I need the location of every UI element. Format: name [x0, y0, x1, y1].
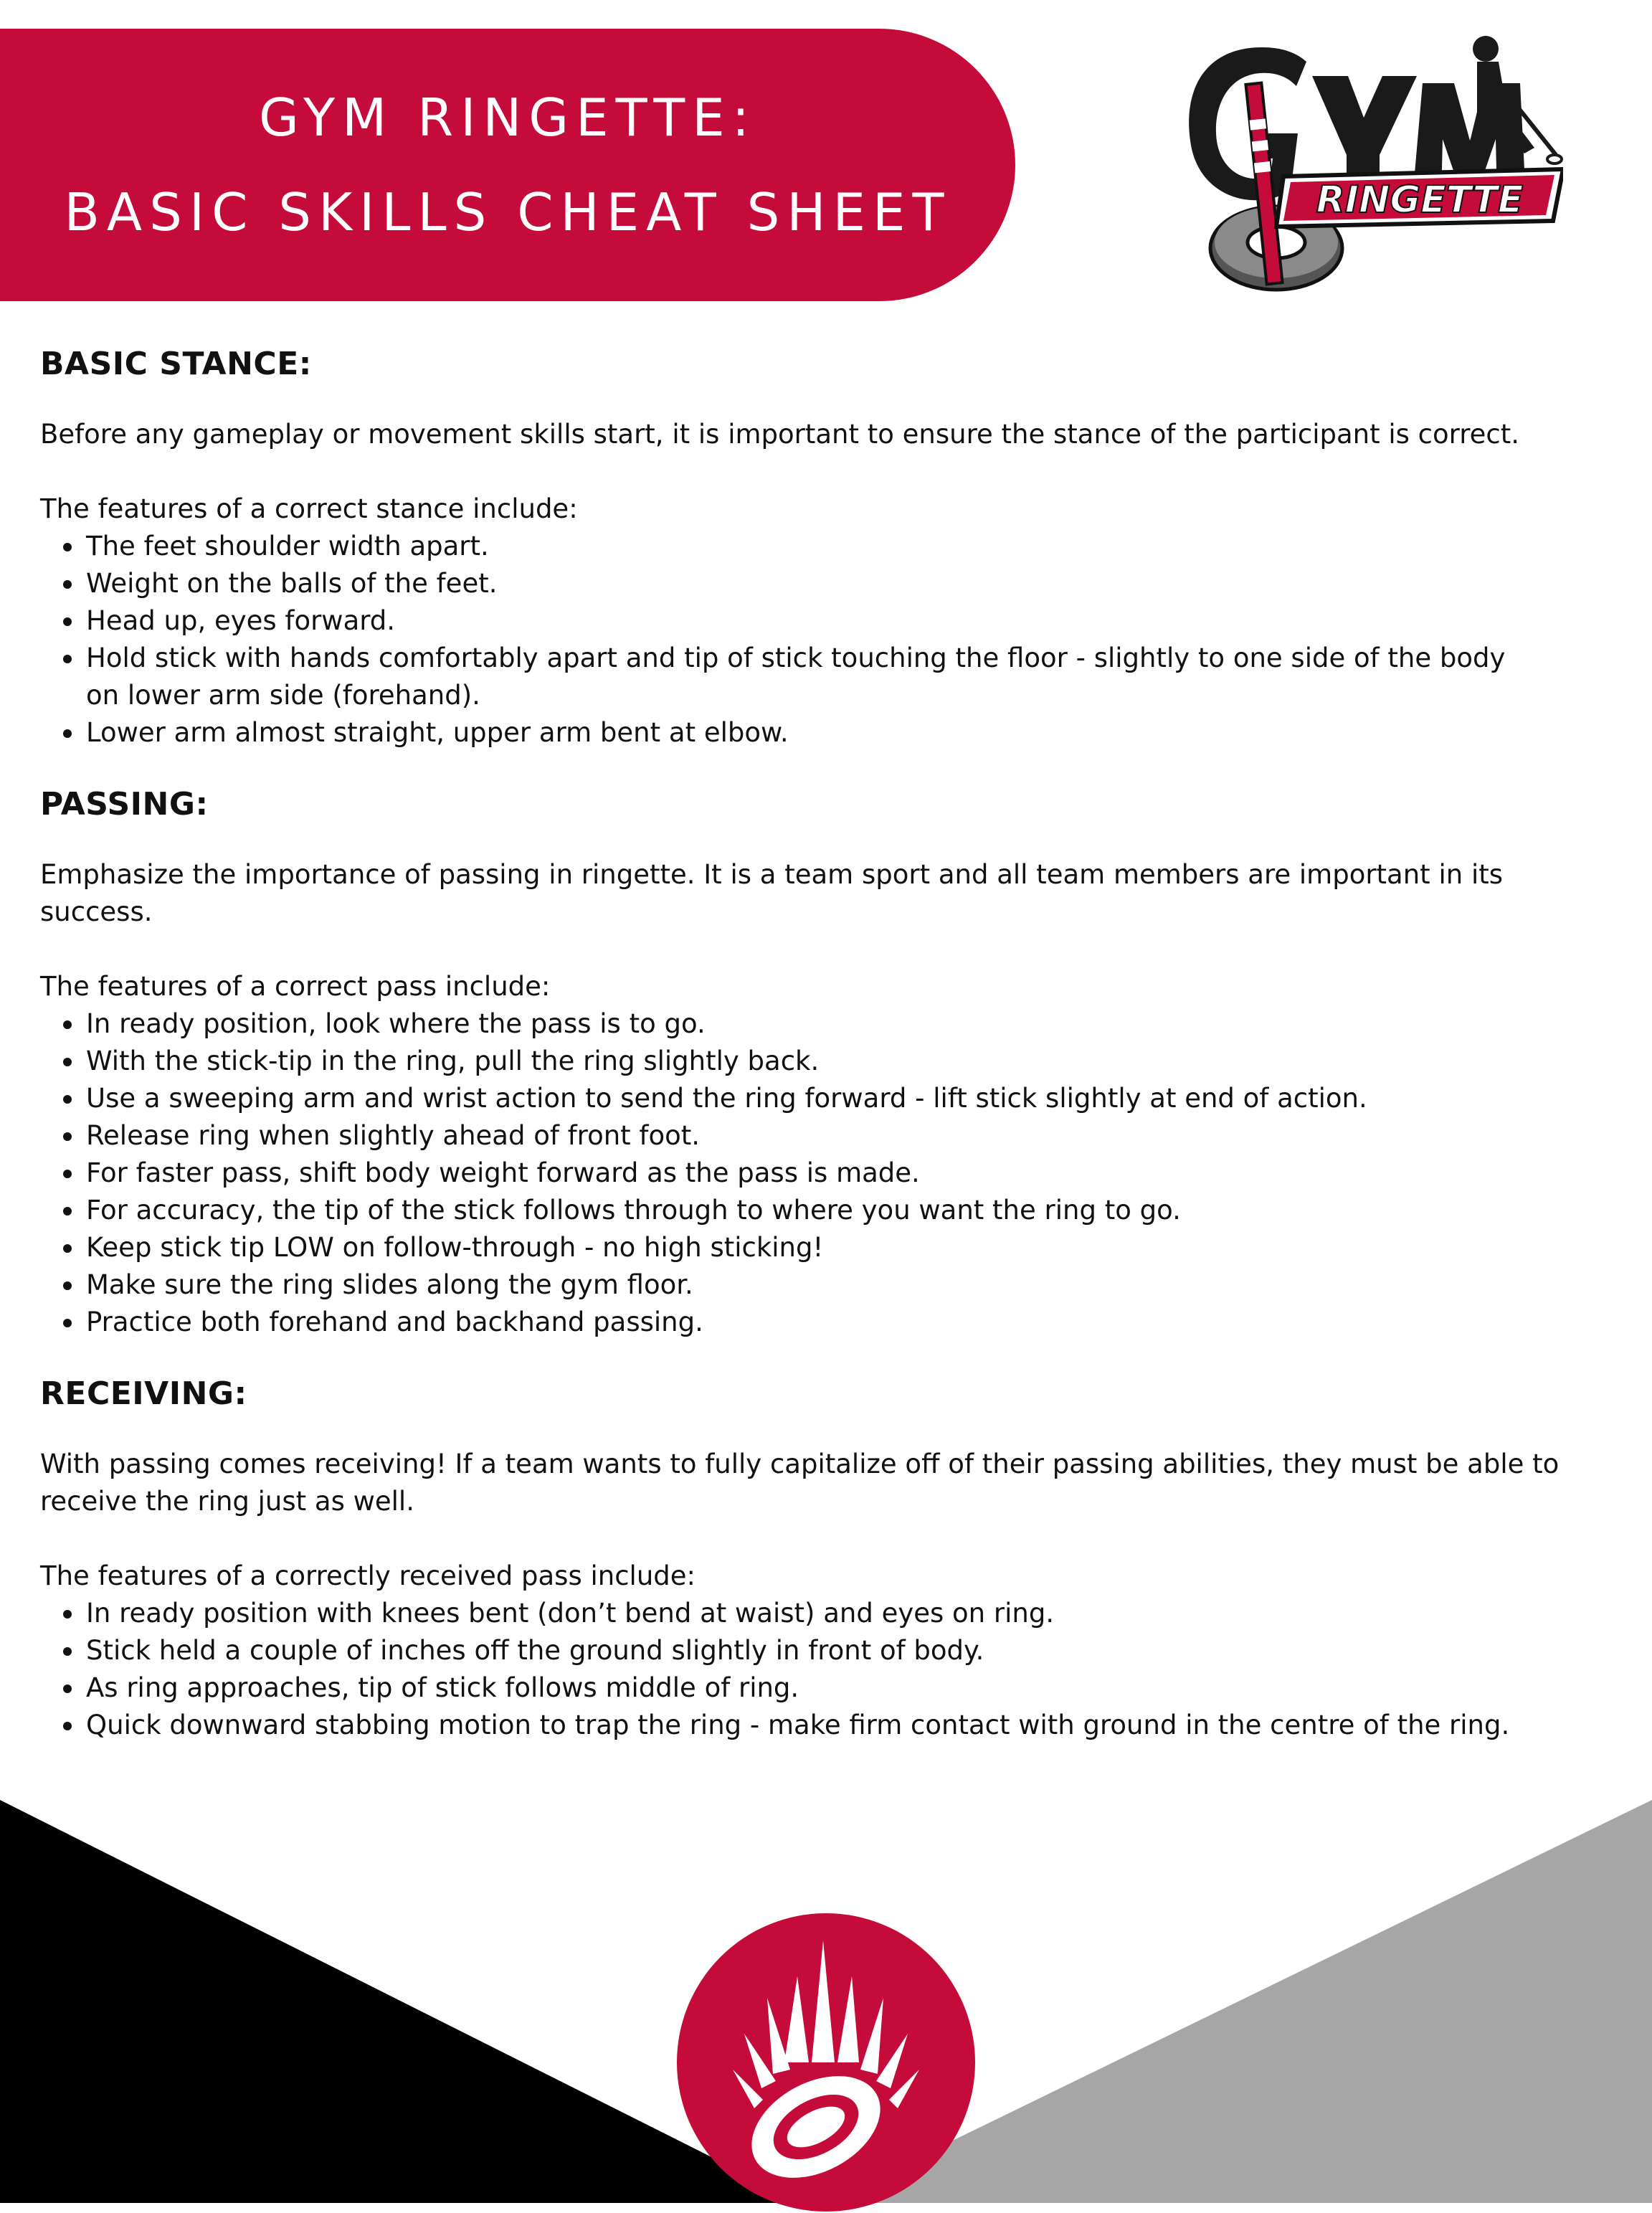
page-title-line-2: BASIC SKILLS CHEAT SHEET: [64, 182, 951, 242]
section-heading: RECEIVING:: [40, 1375, 247, 1412]
list-item: As ring approaches, tip of stick follows middle of ring.: [86, 1669, 1618, 1707]
bullet-list: [40, 528, 1618, 752]
section-receiving: [40, 1374, 1618, 1744]
list-item: Lower arm almost straight, upper arm bent at elbow.: [86, 714, 1618, 752]
list-item: Stick held a couple of inches off the ground slightly in front of body.: [86, 1632, 1618, 1669]
list-item: In ready position with knees bent (don’t bend at waist) and eyes on ring.: [86, 1595, 1618, 1632]
list-item: Release ring when slightly ahead of front foot.: [86, 1117, 1618, 1155]
list-item: Head up, eyes forward.: [86, 602, 1618, 640]
list-item: For accuracy, the tip of the stick follows through to where you want the ring to go.: [86, 1192, 1618, 1229]
list-item: Hold stick with hands comfortably apart and tip of stick touching the floor - slightly to one side of the body on lower arm side (forehand).: [86, 640, 1618, 714]
section-heading: PASSING:: [40, 786, 209, 823]
section-heading: BASIC STANCE:: [40, 346, 312, 382]
features-label: The features of a correctly received pass include:: [40, 1560, 696, 1591]
features-label: The features of a correct pass include:: [40, 971, 551, 1002]
list-item: For faster pass, shift body weight forward as the pass is made.: [86, 1155, 1618, 1192]
ringette-emblem-icon: [675, 1912, 977, 2213]
list-item: With the stick-tip in the ring, pull the ring slightly back.: [86, 1043, 1618, 1080]
section-intro: Before any gameplay or movement skills start, it is important to ensure the stance of the participant is correct.: [40, 419, 1519, 450]
section-basic-stance: [40, 344, 1618, 752]
list-item: Weight on the balls of the feet.: [86, 565, 1618, 602]
page-title: [0, 29, 1015, 301]
list-item: Use a sweeping arm and wrist action to send the ring forward - lift stick slightly at end of action.: [86, 1080, 1618, 1117]
section-passing: [40, 785, 1618, 1341]
features-label: The features of a correct stance include:: [40, 493, 578, 524]
list-item: Keep stick tip LOW on follow-through - no high sticking!: [86, 1229, 1618, 1266]
section-intro: With passing comes receiving! If a team wants to fully capitalize off of their passing abilities, they must be able to receive the ring just as well.: [40, 1449, 1560, 1517]
list-item: In ready position, look where the pass is to go.: [86, 1005, 1618, 1043]
logo-subtitle: RINGETTE: [1316, 179, 1524, 222]
bullet-list: [40, 1005, 1618, 1341]
section-intro: Emphasize the importance of passing in ringette. It is a team sport and all team members are important in its success.: [40, 859, 1504, 927]
page-title-line-1: GYM RINGETTE:: [258, 87, 757, 148]
list-item: Practice both forehand and backhand passing.: [86, 1304, 1618, 1341]
gym-ringette-logo: [1176, 33, 1563, 313]
bullet-list: [40, 1595, 1618, 1744]
main-content: [40, 344, 1618, 1744]
list-item: Quick downward stabbing motion to trap the ring - make firm contact with ground in the centre of the ring.: [86, 1707, 1618, 1744]
list-item: The feet shoulder width apart.: [86, 528, 1618, 565]
list-item: Make sure the ring slides along the gym floor.: [86, 1266, 1618, 1304]
